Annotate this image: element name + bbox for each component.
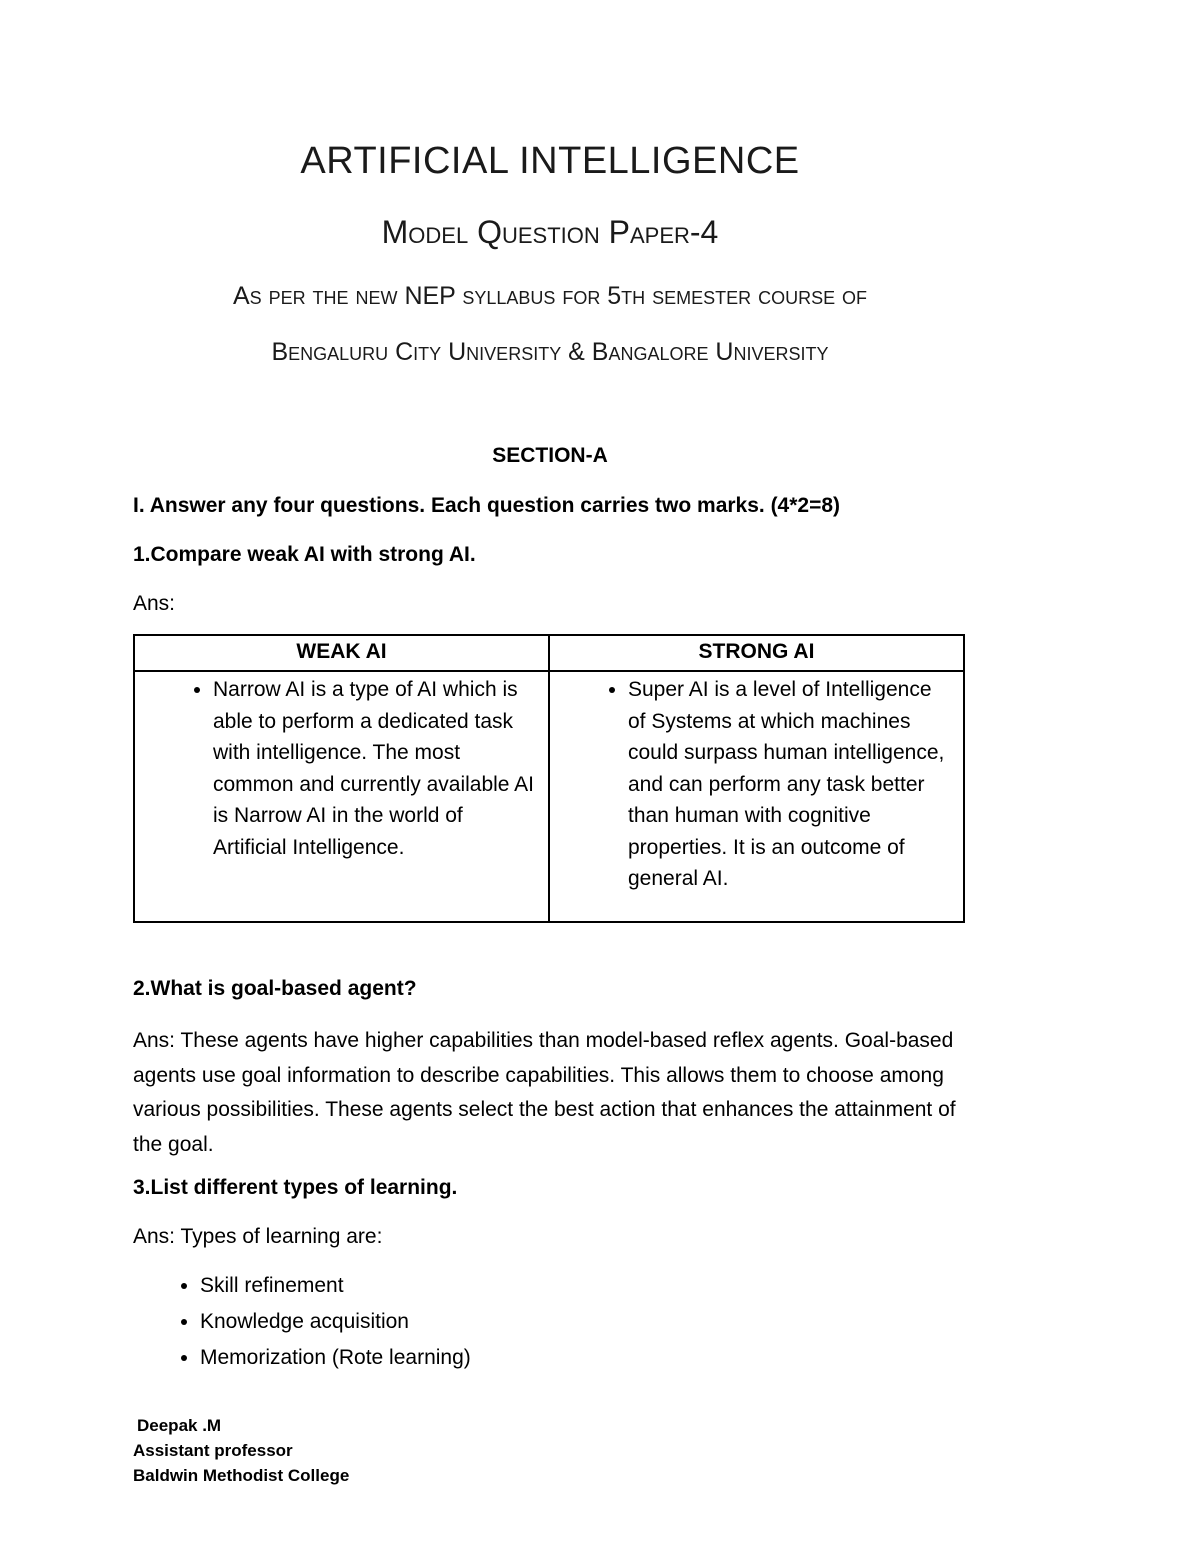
author-name: Deepak .M bbox=[137, 1416, 222, 1435]
table-row bbox=[134, 671, 964, 922]
table-cell-weak-ai bbox=[134, 671, 549, 922]
list-item: • Knowledge acquisition bbox=[200, 1304, 471, 1340]
table-header-row bbox=[134, 635, 964, 671]
question-1: 1.Compare weak AI with strong AI. bbox=[133, 543, 476, 566]
author-designation: Assistant professor bbox=[133, 1441, 293, 1460]
list-item: • Memorization (Rote learning) bbox=[200, 1340, 471, 1376]
answer-2: Ans: These agents have higher capabilities than model-based reflex agents. Goal-based agents use goal information to describe capabilities. This allows them to choose among various possibilities. These agents select the best action that enhances the attainment of the goal. bbox=[133, 1029, 956, 1156]
question-2: 2.What is goal-based agent? bbox=[133, 977, 417, 1000]
section-instruction: I. Answer any four questions. Each question carries two marks. (4*2=8) bbox=[133, 494, 841, 517]
university-line: Bengaluru City University & Bangalore University bbox=[271, 338, 829, 366]
table-header-strong-ai: STRONG AI bbox=[549, 635, 964, 671]
document-subtitle: Model Question Paper-4 bbox=[381, 214, 719, 250]
answer-3-intro: Ans: Types of learning are: bbox=[133, 1225, 383, 1248]
question-3: 3.List different types of learning. bbox=[133, 1176, 458, 1199]
list-item: • Skill refinement bbox=[200, 1268, 471, 1304]
comparison-table bbox=[133, 634, 965, 923]
weak-ai-description: • Narrow AI is a type of AI which is able to perform a dedicated task with intelligence. The most common and currently available AI is Narrow AI in the world of Artificial Intelligence. bbox=[213, 674, 538, 863]
learning-types-list bbox=[133, 1268, 471, 1376]
section-heading: SECTION-A bbox=[492, 444, 608, 467]
strong-ai-description: • Super AI is a level of Intelligence of Systems at which machines could surpass human intelligence, and can perform any task better than human with cognitive properties. It is an outcome of general AI. bbox=[628, 674, 953, 895]
document-title: ARTIFICIAL INTELLIGENCE bbox=[300, 140, 800, 182]
answer-label: Ans: bbox=[133, 592, 176, 615]
author-college: Baldwin Methodist College bbox=[133, 1466, 350, 1485]
syllabus-line: As per the new NEP syllabus for 5th semester course of bbox=[232, 282, 868, 310]
table-cell-strong-ai bbox=[549, 671, 964, 922]
table-header-weak-ai: WEAK AI bbox=[134, 635, 549, 671]
